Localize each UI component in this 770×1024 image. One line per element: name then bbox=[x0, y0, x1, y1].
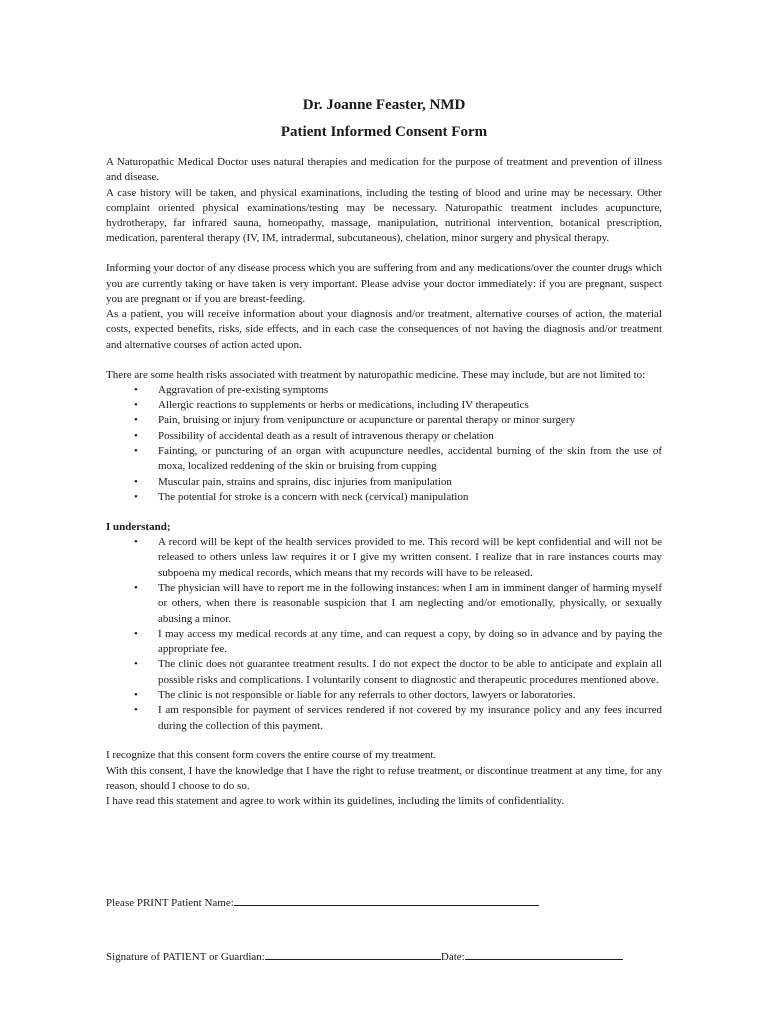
understand-list bbox=[106, 535, 662, 734]
list-item: • A record will be kept of the health services provided to me. This record will be kept confidential and will not be released to others unless law requires it or I give my written consent. I realize that in rare instances courts may subpoena my medical records, which means that my records will have to be released. bbox=[134, 536, 662, 579]
print-name-field[interactable] bbox=[234, 895, 539, 906]
list-item: • Fainting, or puncturing of an organ with acupuncture needles, accidental burning of the skin from the use of moxa, localized reddening of the skin or bruising from cupping bbox=[134, 445, 662, 473]
list-item: • The potential for stroke is a concern with neck (cervical) manipulation bbox=[106, 490, 662, 505]
risks-list bbox=[106, 383, 662, 505]
list-item: • The clinic is not responsible or liable for any referrals to other doctors, lawyers or laboratories. bbox=[106, 688, 662, 703]
list-item: • I may access my medical records at any time, and can request a copy, by doing so in advance and by paying the appropriate fee. bbox=[134, 627, 662, 656]
bullet-icon: • bbox=[134, 383, 138, 396]
bullet-icon: • bbox=[134, 445, 138, 458]
print-name-label: Please PRINT Patient Name: bbox=[106, 897, 234, 909]
signature-label: Signature of PATIENT or Guardian: bbox=[106, 951, 265, 963]
list-item: • The clinic does not guarantee treatment results. I do not expect the doctor to be able to anticipate and explain all possible risks and complications. I voluntarily consent to diagnostic and therapeutic procedures mentioned above. bbox=[134, 658, 662, 686]
form-title: Patient Informed Consent Form bbox=[280, 124, 488, 140]
signature-row bbox=[106, 949, 623, 963]
bullet-icon: • bbox=[134, 658, 138, 671]
document-body bbox=[106, 95, 662, 810]
bullet-icon: • bbox=[134, 399, 138, 412]
risks-intro: There are some health risks associated with treatment by naturopathic medicine. These may include, but are not limited to: bbox=[106, 368, 646, 381]
intro-paragraph-2: A case history will be taken, and physical examinations, including the testing of blood and urine may be necessary. Other complaint oriented physical examinations/testing may be necessary. Naturopathic treatment includes acupuncture, hydrotherapy, far infrared sauna, homeopathy, massage, manipulation, nutritional intervention, botanical prescription, medication, parenteral therapy (IV, IM, intradermal, subcutaneous), chelation, minor surgery and physical therapy. bbox=[106, 186, 662, 245]
bullet-icon: • bbox=[134, 475, 138, 488]
bullet-icon: • bbox=[134, 429, 138, 442]
list-item: • The physician will have to report me in the following instances: when I am in imminent danger of harming myself or others, when there is reasonable suspicion that I am neglecting and/or emotionally, physically, or sexually abusing a minor. bbox=[134, 581, 662, 625]
inform-paragraph-2: As a patient, you will receive information about your diagnosis and/or treatment, alternative courses of action, the material costs, expected benefits, risks, side effects, and in each case the consequences of not having the diagnosis and/or treatment and alternative courses of action acted upon. bbox=[106, 308, 662, 351]
bullet-icon: • bbox=[134, 689, 138, 701]
bullet-icon: • bbox=[134, 490, 138, 503]
closing-paragraph-2: With this consent, I have the knowledge that I have the right to refuse treatment, or discontinue treatment at any time, for any reason, should I choose to do so. bbox=[106, 764, 662, 792]
inform-paragraph-1: Informing your doctor of any disease process which you are suffering from and any medications/over the counter drugs which you are currently taking or have taken is very important. Please advise your doctor immediately: if you are pregnant, suspect you are pregnant or if you are breast-feeding. bbox=[106, 262, 662, 305]
date-field[interactable] bbox=[465, 949, 623, 960]
signature-field[interactable] bbox=[265, 949, 441, 960]
print-name-row bbox=[106, 895, 539, 909]
bullet-icon: • bbox=[134, 704, 138, 717]
bullet-icon: • bbox=[134, 536, 138, 549]
bullet-icon: • bbox=[134, 414, 138, 427]
closing-paragraph-1: I recognize that this consent form covers the entire course of my treatment. bbox=[106, 749, 437, 762]
doctor-name: Dr. Joanne Feaster, NMD bbox=[302, 97, 466, 113]
list-item: • Aggravation of pre-existing symptoms bbox=[106, 383, 662, 398]
understand-heading: I understand; bbox=[106, 520, 171, 533]
list-item: • Possibility of accidental death as a result of intravenous therapy or chelation bbox=[106, 429, 662, 444]
list-item: • Allergic reactions to supplements or herbs or medications, including IV therapeutics bbox=[106, 398, 662, 413]
bullet-icon: • bbox=[134, 581, 138, 594]
date-label: Date: bbox=[440, 951, 465, 963]
closing-paragraph-3: I have read this statement and agree to work within its guidelines, including the limits of confidentiality. bbox=[106, 795, 565, 808]
list-item: • I am responsible for payment of services rendered if not covered by my insurance policy and any fees incurred during the collection of this payment. bbox=[134, 704, 662, 732]
intro-paragraph-1: A Naturopathic Medical Doctor uses natural therapies and medication for the purpose of treatment and prevention of illness and disease. bbox=[106, 156, 662, 184]
list-item: • Muscular pain, strains and sprains, disc injuries from manipulation bbox=[106, 475, 662, 490]
list-item: • Pain, bruising or injury from venipuncture or acupuncture or parental therapy or minor surgery bbox=[106, 413, 662, 428]
bullet-icon: • bbox=[134, 627, 138, 640]
